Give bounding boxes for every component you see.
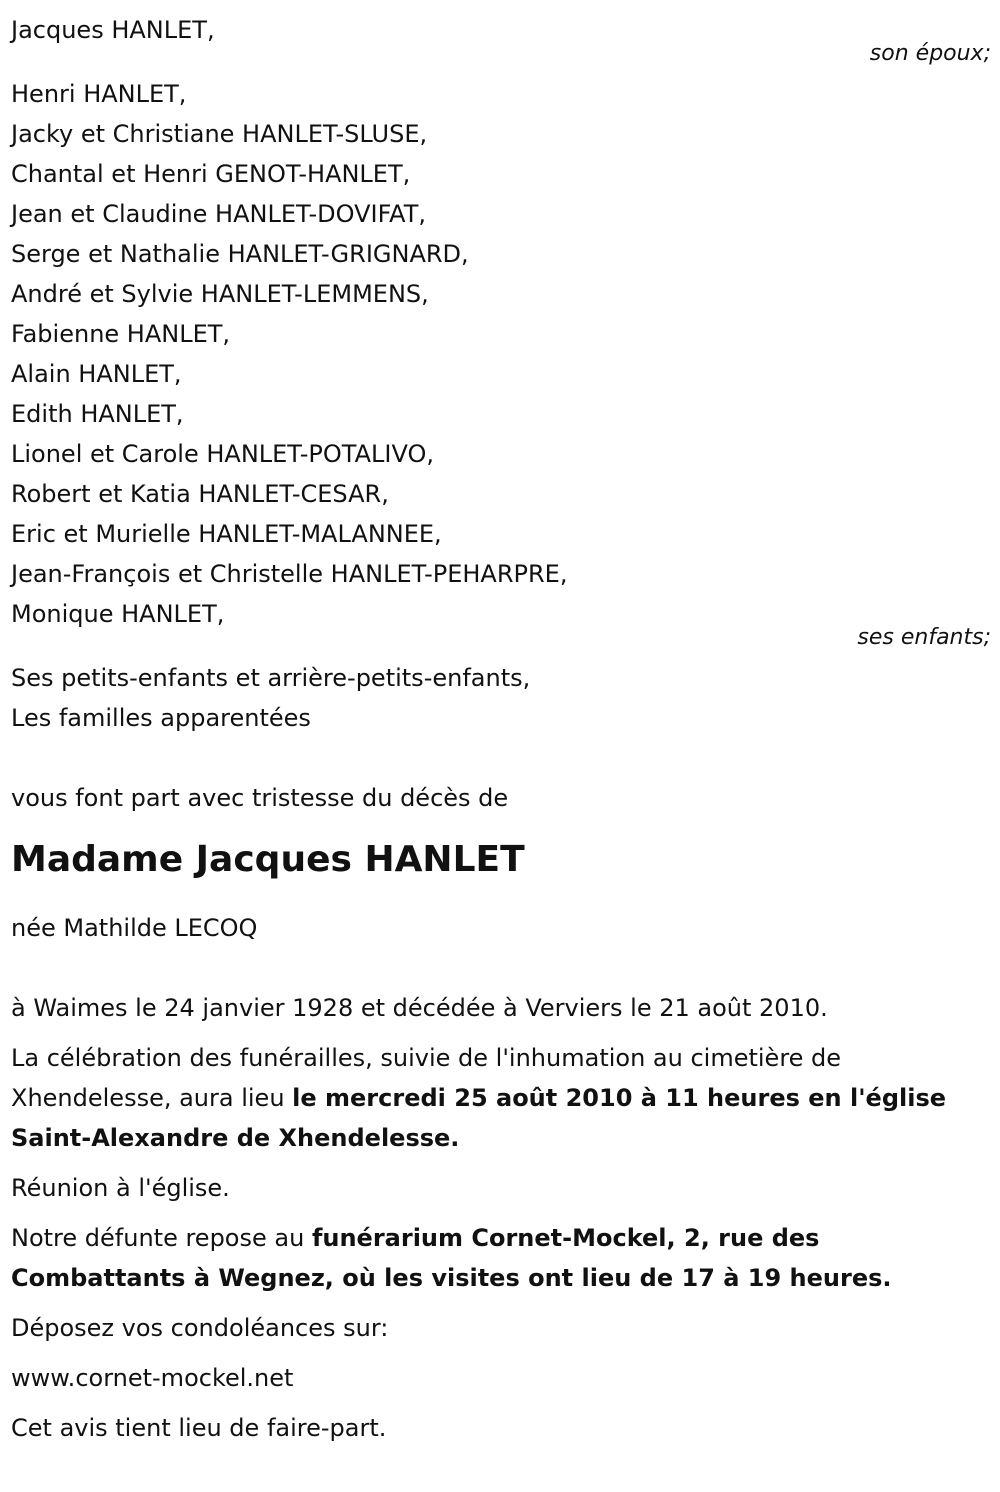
deceased-maiden-name: née Mathilde LECOQ (11, 914, 258, 942)
deceased-title: Madame Jacques HANLET (11, 839, 525, 880)
meeting-info: Réunion à l'église. (11, 1174, 230, 1202)
rest-info (11, 1218, 991, 1298)
spouse-name: Jacques HANLET, (11, 16, 215, 44)
funeral-date-place: le mercredi 25 août 2010 à 11 heures en l'église Saint-Alexandre de Xhendelesse. (11, 1084, 947, 1152)
obituary-notice (11, 10, 991, 1458)
child-entry: Henri HANLET, (11, 80, 187, 108)
child-entry: Serge et Nathalie HANLET-GRIGNARD, (11, 240, 469, 268)
birth-death-info: à Waimes le 24 janvier 1928 et décédée à Verviers le 21 août 2010. (11, 994, 828, 1022)
closing-note: Cet avis tient lieu de faire-part. (11, 1414, 387, 1442)
child-entry: André et Sylvie HANLET-LEMMENS, (11, 280, 429, 308)
condolences-website[interactable]: www.cornet-mockel.net (11, 1364, 294, 1392)
relatives-families: Les familles apparentées (11, 704, 311, 732)
child-entry: Alain HANLET, (11, 360, 182, 388)
funerarium-details: funérarium Cornet-Mockel, 2, rue des Combattants à Wegnez, où les visites ont lieu de 17 à 19 heures. (11, 1224, 892, 1292)
child-entry: Edith HANLET, (11, 400, 184, 428)
child-entry: Eric et Murielle HANLET-MALANNEE, (11, 520, 442, 548)
condolences-prompt: Déposez vos condoléances sur: (11, 1314, 389, 1342)
child-entry: Robert et Katia HANLET-CESAR, (11, 480, 389, 508)
rest-intro: Notre défunte repose au (11, 1224, 312, 1252)
child-entry: Lionel et Carole HANLET-POTALIVO, (11, 440, 434, 468)
child-entry: Chantal et Henri GENOT-HANLET, (11, 160, 411, 188)
funeral-info (11, 1038, 991, 1158)
child-entry: Jean et Claudine HANLET-DOVIFAT, (11, 200, 427, 228)
spouse-role: son époux; (869, 41, 991, 66)
relatives-grandchildren: Ses petits-enfants et arrière-petits-enfants, (11, 664, 531, 692)
child-entry: Fabienne HANLET, (11, 320, 231, 348)
child-entry: Monique HANLET, (11, 600, 225, 628)
children-list (11, 74, 991, 634)
child-entry: Jean-François et Christelle HANLET-PEHARPRE, (11, 560, 568, 588)
children-role: ses enfants; (857, 625, 991, 650)
child-entry: Jacky et Christiane HANLET-SLUSE, (11, 120, 428, 148)
announcement-text: vous font part avec tristesse du décès de (11, 784, 509, 812)
funeral-intro: La célébration des funérailles, suivie de l'inhumation au cimetière de Xhendelesse, aura lieu (11, 1044, 842, 1112)
